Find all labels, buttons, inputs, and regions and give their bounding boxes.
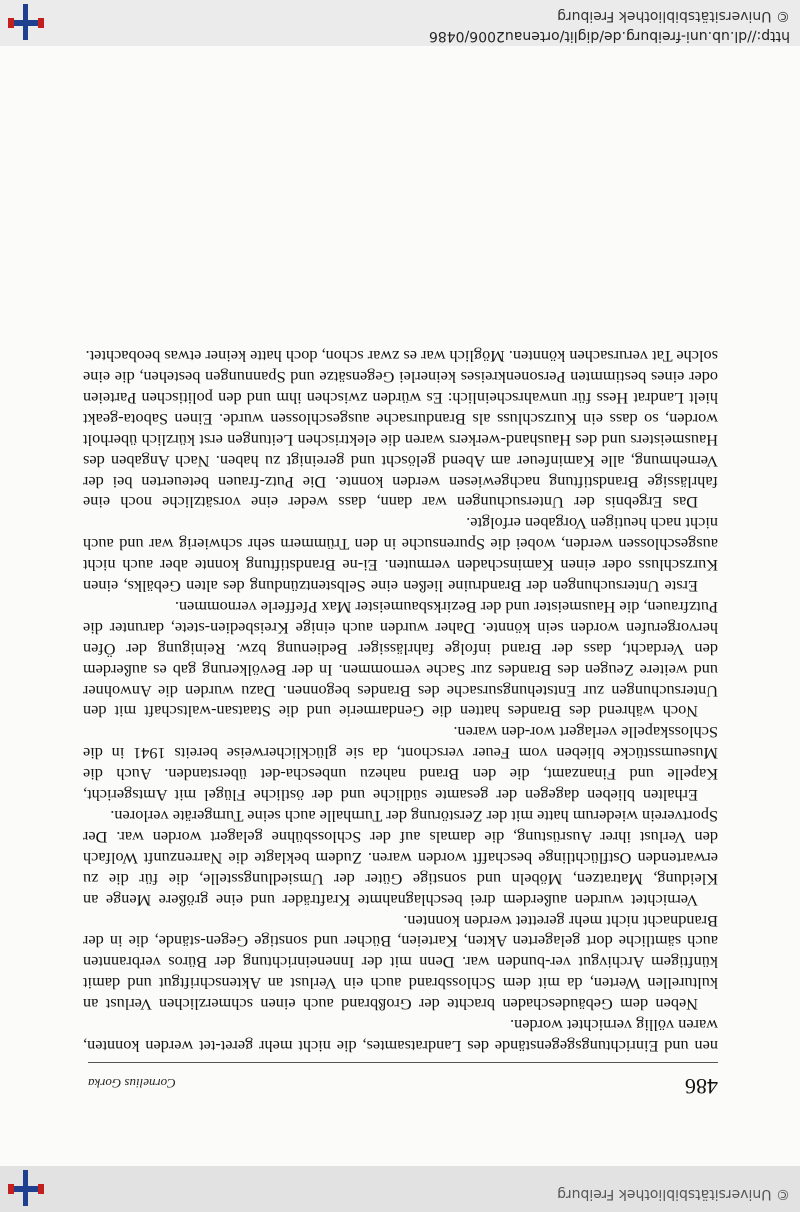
library-logo-icon (8, 4, 44, 40)
viewer-bar (0, 0, 800, 46)
paragraph: Noch während des Brandes hatten die Gendarmerie und die Staatsan-waltschaft mit den Untersuchungen zur Entstehungsursache des Brandes begonnen. Dazu wurden die Anwohner und weitere Zeugen des Brandes zur Sache vernommen. In der Bevölkerung gab es außerdem den Verdacht, dass der Brand infolge fahrlässiger Bedienung bzw. Reinigung der Öfen hervorgerufen worden sein könnte. Daher wurden auch einige Kreisbedien-stete, darunter die Putzfrauen, die Hausmeister und der Bezirksbaumeister Max Pfefferle vernommen. (83, 597, 718, 722)
paragraph: Vernichtet wurden außerdem drei beschlagnahmte Krafträder und eine größere Menge an Kleidung, Matratzen, Möbeln und sonstige Güter der Umsiedlungsstelle, die für die zu erwartenden Ostflüchtlinge beschafft worden waren. Zudem beklagte die Narrenzunft Wolfach den Verlust ihrer Ausrüstung, die damals auf der Schlossbühne gelagert worden war. Der Sportverein wiederum hatte mit der Zerstörung der Turnhalle auch seine Turngeräte verloren. (83, 807, 718, 910)
page-header (88, 1062, 718, 1099)
source-text: © Universitätsbibliothek Freiburg (557, 1186, 790, 1202)
scanned-page (0, 46, 800, 1166)
body-text (83, 345, 718, 1056)
paragraph: nen und Einrichtungsgegenstände des Landratsamtes, die nicht mehr geret-tet werden konnten, waren völlig vernichtet worden. (83, 1016, 718, 1056)
copyright-text: © Universitätsbibliothek Freiburg (557, 8, 790, 24)
paragraph: Neben dem Gebäudeschaden brachte der Großbrand auch einen schmerzlichen Verlust an kulturellen Werten, da mit dem Schlossbrand auch ein Verlust an Aktenschriftgut und damit künftigem Archivgut ver-bunden war. Denn mit der Inneneinrichtung der Büros verbrannten auch sämtliche dort gelagerten Akten, Karteien, Bücher und sonstige Gegen-stände, die in der Brandnacht nicht mehr gerettet werden konnten. (83, 911, 718, 1015)
library-logo-icon (8, 1170, 44, 1206)
running-head-author: Cornelius Gorka (88, 1076, 176, 1091)
page-url[interactable]: http://dl.ub.uni-freiburg.de/diglit/ortenau2006/0486 (428, 28, 790, 44)
paragraph: Erste Untersuchungen der Brandruine ließen eine Selbstentzündung des alten Gebälks, einen Kurzschluss oder einen Kaminschaden vermuten. Ei-ne Brandstiftung konnte aber auch nicht ausgeschlossen werden, wobei die Spurensuche in den Trümmern sehr schwierig war und auch nicht nach heutigen Vorgaben erfolgte. (83, 514, 718, 597)
paragraph: Erhalten blieben dagegen der gesamte südliche und der östliche Flügel mit Amtsgericht, Kapelle und Finanzamt, die den Brand nahezu unbescha-det überstanden. Auch die Museumsstücke blieben vom Feuer verschont, da sie glücklicherweise bereits 1941 in die Schlosskapelle verlagert wor-den waren. (83, 723, 718, 806)
source-bar (0, 1166, 800, 1212)
page-number: 486 (685, 1074, 718, 1099)
paragraph: Das Ergebnis der Untersuchungen war dann, dass weder eine vorsätzliche noch eine fahrlässige Brandstiftung nachgewiesen werden konnte. Die Putz-frauen beteuerten bei der Vernehmung, alle Kaminfeuer am Abend gelöscht und gereinigt zu haben. Nach Angaben des Hausmeisters und des Haushand-werkers waren die elektrischen Leitungen erst kürzlich überholt worden, so dass ein Kurzschluss als Brandursache ausgeschlossen wurde. Einen Sabota-geakt hielt Landrat Hess für unwahrscheinlich: Es würden zwischen ihm und den politischen Parteien oder eines bestimmten Personenkreises keinerlei Gegensätze und Spannungen bestehen, die eine solche Tat verursachen könnten. Möglich war es zwar schon, doch hatte keiner etwas beobachtet. (83, 347, 718, 513)
